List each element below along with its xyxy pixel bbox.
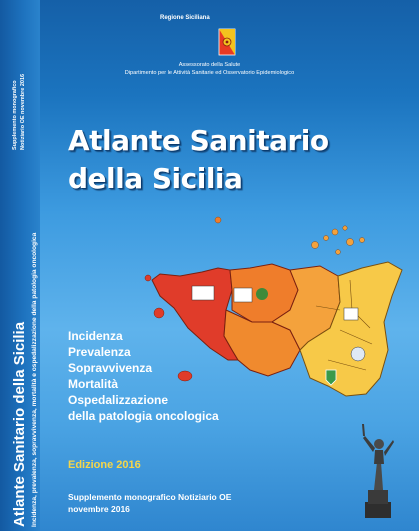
topic-item: della patologia oncologica: [68, 409, 219, 423]
map-logo-tree-icon: [256, 288, 268, 300]
assessorato-line: Assessorato della Salute: [178, 62, 241, 68]
topic-item: Ospedalizzazione: [68, 393, 169, 407]
topics-list: [68, 328, 219, 424]
supplement-line2: novembre 2016: [68, 504, 130, 514]
supplement-line1: Supplemento monografico Notiziario OE: [68, 492, 232, 502]
spine-title-block: [6, 0, 36, 531]
cover-title-line2: della Sicilia: [68, 162, 243, 195]
cover-title: [68, 122, 329, 198]
region-crest-icon: [218, 28, 236, 58]
egadi-island: [145, 275, 151, 281]
topic-item: Mortalità: [68, 377, 119, 391]
map-logo-1: [192, 286, 214, 300]
spine-note-line2: Notiziario OE novembre 2016: [20, 73, 26, 150]
pantelleria-island: [154, 308, 164, 318]
edition-label: Edizione 2016: [68, 459, 141, 471]
topic-item: Incidenza: [68, 329, 123, 343]
statue-icon: [357, 410, 397, 520]
cover-title-line1: Atlante Sanitario: [68, 124, 329, 157]
map-logo-3: [344, 308, 358, 320]
spine-title: Atlante Sanitario della Sicilia: [11, 321, 28, 527]
department-line: Dipartimento per le Attività Sanitarie ed Osservatorio Epidemiologico: [124, 70, 295, 76]
topic-item: Prevalenza: [68, 345, 131, 359]
map-logo-2: [234, 288, 252, 302]
supplement-note: [68, 491, 231, 515]
map-logo-4: [351, 347, 365, 361]
ustica-island: [215, 217, 221, 223]
spine-note-line1: Supplemento monografico: [12, 80, 18, 150]
aeolian-islands: [312, 226, 365, 255]
spine-subtitle: Incidenza, prevalenza, sopravvivenza, mortalità e ospedalizzazione della patologia oncologica: [31, 232, 38, 527]
region-name: Regione Siciliana: [160, 15, 210, 21]
topic-item: Sopravvivenza: [68, 361, 153, 375]
